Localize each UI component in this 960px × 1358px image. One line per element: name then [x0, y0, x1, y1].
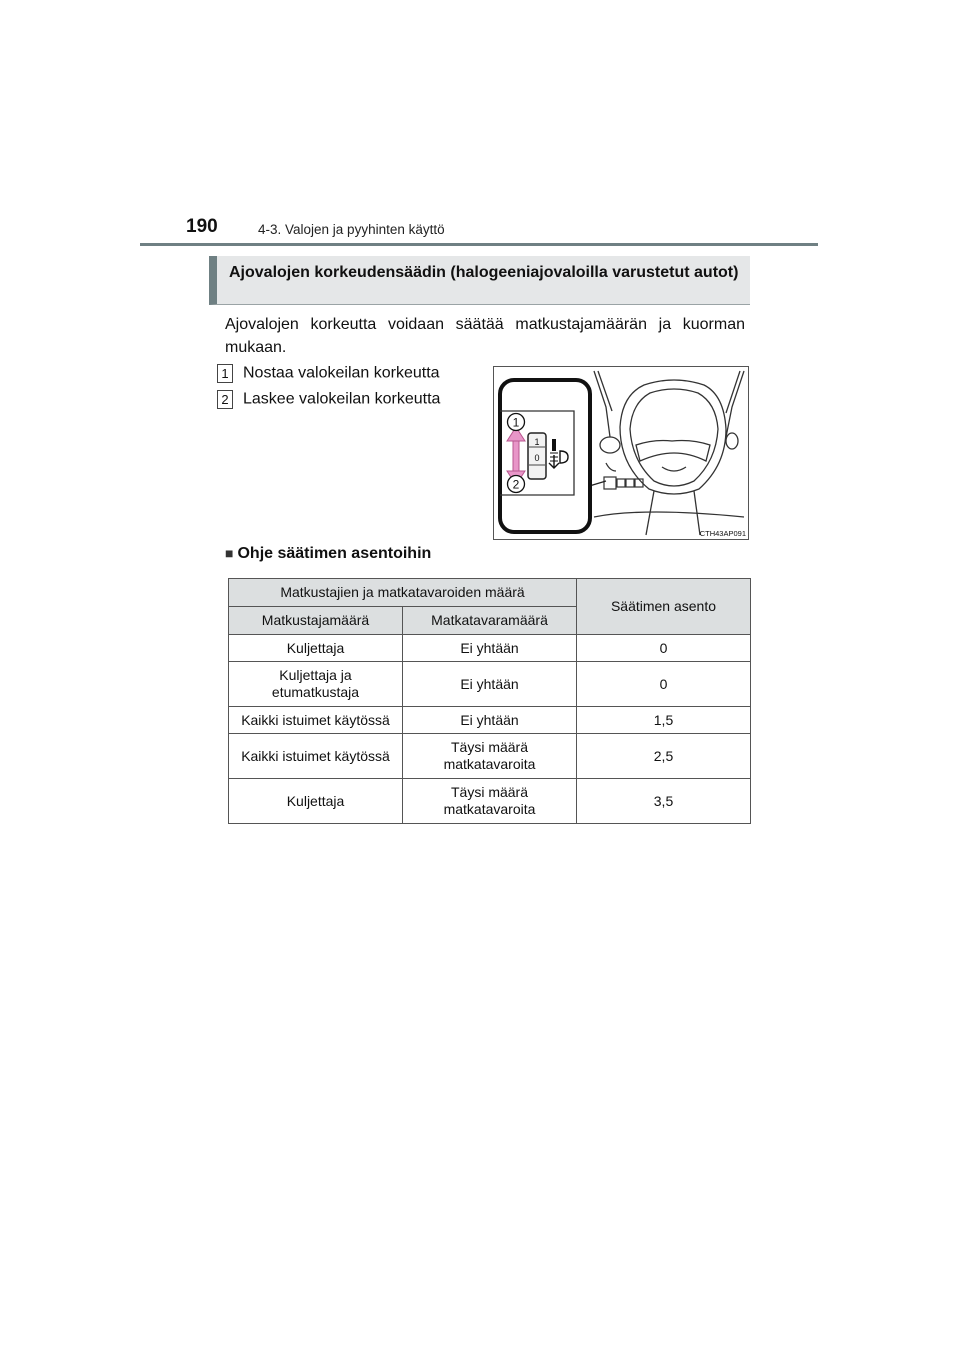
step-number: 2	[217, 390, 233, 409]
position-cell: 0	[577, 662, 751, 707]
position-cell: 3,5	[577, 779, 751, 824]
callout-1: 1	[512, 415, 520, 430]
passengers-cell: Kuljettaja	[229, 635, 403, 662]
step-1	[217, 364, 440, 384]
bullet-square-icon: ■	[225, 545, 234, 561]
callout-2: 2	[512, 477, 520, 492]
figure-code: CTH43AP091	[699, 529, 746, 538]
position-cell: 1,5	[577, 707, 751, 734]
intro-paragraph: Ajovalojen korkeutta voidaan säätää matkustajamäärän ja kuorman mukaan.	[225, 316, 745, 356]
luggage-cell: Täysi määrä matkatavaroita	[403, 779, 577, 824]
subsection-heading	[225, 545, 431, 563]
group-header: Matkustajien ja matkatavaroiden määrä	[229, 579, 577, 607]
dial-mark-0: 0	[534, 453, 540, 463]
switch-cluster	[604, 477, 643, 489]
illustration-drawing	[494, 367, 750, 541]
luggage-cell: Ei yhtään	[403, 635, 577, 662]
table-header-row	[229, 579, 751, 607]
table-row	[229, 779, 751, 824]
table-row	[229, 635, 751, 662]
passengers-cell: Kaikki istuimet käytössä	[229, 734, 403, 779]
table-row	[229, 734, 751, 779]
passengers-header: Matkustajamäärä	[229, 607, 403, 635]
headlight-leveling-illustration	[493, 366, 749, 540]
step-text: Nostaa valokeilan korkeutta	[243, 364, 440, 382]
step-text: Laskee valokeilan korkeutta	[243, 390, 441, 408]
table-row	[229, 662, 751, 707]
dial-mark-1: 1	[534, 437, 540, 447]
luggage-cell: Ei yhtään	[403, 707, 577, 734]
step-number: 1	[217, 364, 233, 383]
passengers-cell: Kuljettaja ja etumatkustaja	[229, 662, 403, 707]
passengers-cell: Kuljettaja	[229, 779, 403, 824]
dashboard-lineart	[594, 371, 744, 535]
luggage-header: Matkatavaramäärä	[403, 607, 577, 635]
position-cell: 0	[577, 635, 751, 662]
chapter-title: 4-3. Valojen ja pyyhinten käyttö	[258, 222, 445, 237]
position-header: Säätimen asento	[577, 579, 751, 635]
luggage-cell: Täysi määrä matkatavaroita	[403, 734, 577, 779]
passengers-cell: Kaikki istuimet käytössä	[229, 707, 403, 734]
table-row	[229, 707, 751, 734]
subsection-title: Ohje säätimen asentoihin	[237, 545, 432, 562]
position-cell: 2,5	[577, 734, 751, 779]
step-2	[217, 390, 440, 410]
header-rule	[140, 243, 818, 246]
adjustment-table	[228, 578, 751, 824]
luggage-cell: Ei yhtään	[403, 662, 577, 707]
page-number: 190	[186, 216, 218, 237]
section-heading: Ajovalojen korkeudensäädin (halogeeniajovaloilla varustetut autot)	[209, 256, 750, 305]
